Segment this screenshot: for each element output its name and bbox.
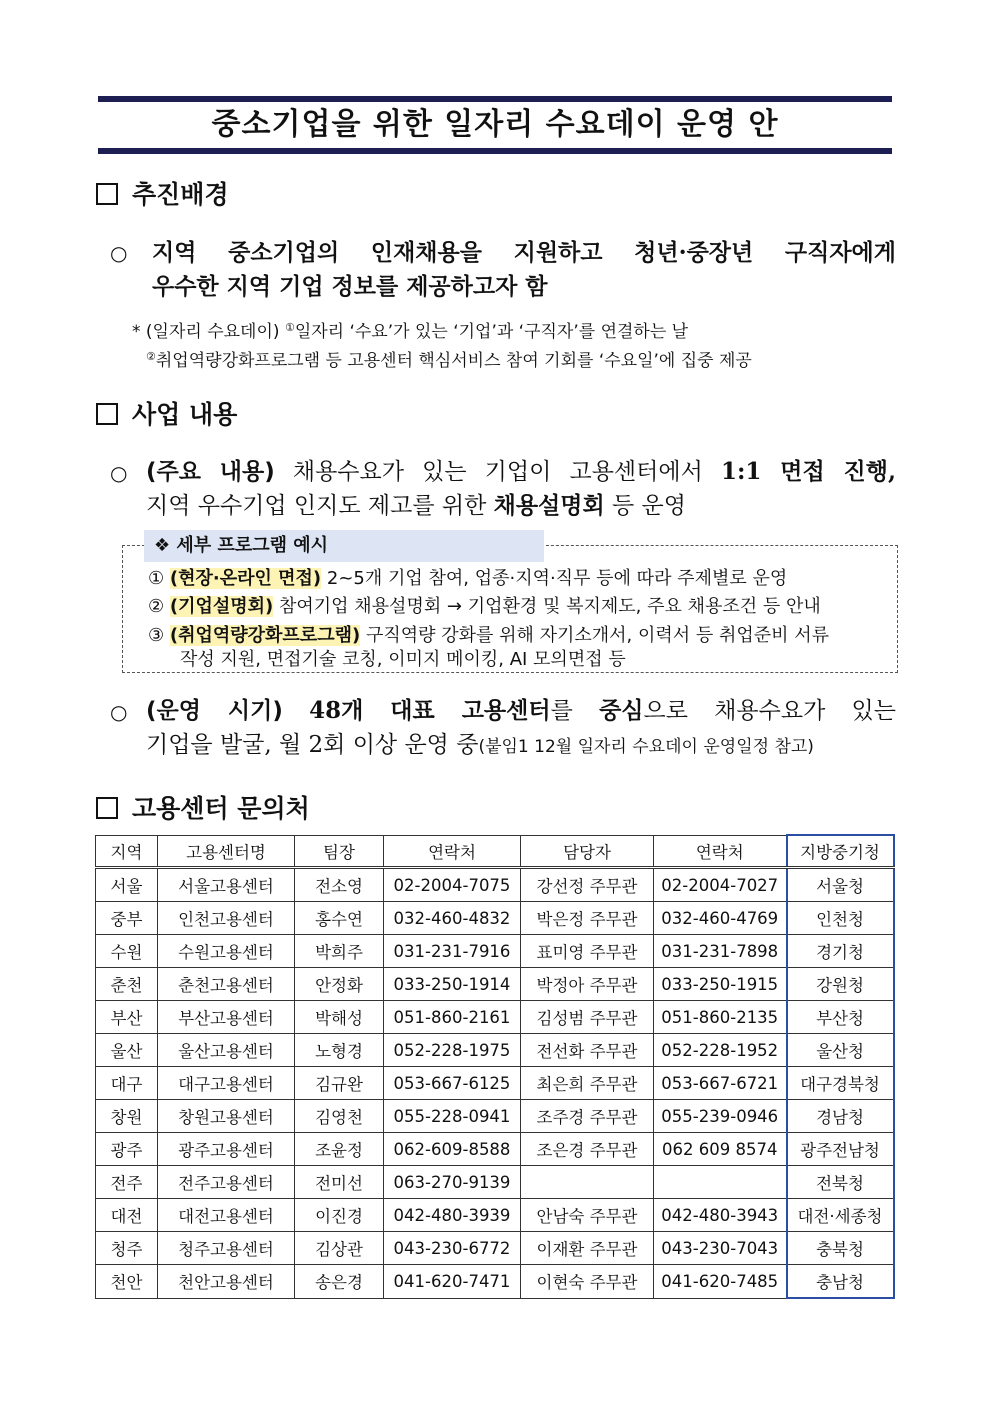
table-cell: 충남청 bbox=[787, 1265, 894, 1299]
table-row bbox=[96, 902, 894, 935]
table-row bbox=[96, 1166, 894, 1199]
title-bottom-rule bbox=[98, 148, 892, 154]
table-cell: 043-230-6772 bbox=[384, 1232, 521, 1265]
table-cell: 대전·세종청 bbox=[787, 1199, 894, 1232]
table-cell: 부산고용센터 bbox=[158, 1001, 295, 1034]
table-cell: 031-231-7898 bbox=[654, 935, 787, 968]
table-cell: 053-667-6125 bbox=[384, 1067, 521, 1100]
business-timing-paragraph bbox=[146, 694, 896, 764]
table-cell: 대구경북청 bbox=[787, 1067, 894, 1100]
table-cell: 강선정 주무관 bbox=[521, 868, 654, 902]
program-item-2 bbox=[148, 593, 821, 620]
main-label: (주요 내용) bbox=[146, 459, 275, 485]
program-num: ③ bbox=[148, 625, 165, 646]
table-cell: 서울 bbox=[96, 868, 158, 902]
table-cell: 안남숙 주무관 bbox=[521, 1199, 654, 1232]
section-heading-contacts: 고용센터 문의처 bbox=[96, 792, 310, 826]
table-row bbox=[96, 1265, 894, 1299]
table-cell: 인천청 bbox=[787, 902, 894, 935]
table-cell: 전미선 bbox=[295, 1166, 384, 1199]
table-cell: 광주고용센터 bbox=[158, 1133, 295, 1166]
table-cell bbox=[521, 1166, 654, 1199]
background-line-1: 지역 중소기업의 인재채용을 지원하고 청년·중장년 구직자에게 bbox=[152, 239, 896, 266]
checkbox-square-icon bbox=[96, 183, 118, 205]
table-cell: 052-228-1975 bbox=[384, 1034, 521, 1067]
table-row bbox=[96, 868, 894, 902]
table-cell: 033-250-1914 bbox=[384, 968, 521, 1001]
table-cell: 대구고용센터 bbox=[158, 1067, 295, 1100]
timing-line-1 bbox=[146, 694, 896, 728]
table-cell: 055-228-0941 bbox=[384, 1100, 521, 1133]
column-header: 담당자 bbox=[521, 835, 654, 868]
timing-bold2: 중심 bbox=[599, 697, 644, 724]
table-cell: 충북청 bbox=[787, 1232, 894, 1265]
table-cell: 02-2004-7027 bbox=[654, 868, 787, 902]
table-cell: 경기청 bbox=[787, 935, 894, 968]
timing-reference: (붙임1 12월 일자리 수요데이 운영일정 참고) bbox=[478, 737, 814, 757]
table-cell: 김성범 주무관 bbox=[521, 1001, 654, 1034]
table-cell: 055-239-0946 bbox=[654, 1100, 787, 1133]
program-label: (기업설명회) bbox=[169, 596, 274, 617]
checkbox-square-icon bbox=[96, 403, 118, 425]
table-cell: 박해성 bbox=[295, 1001, 384, 1034]
table-cell: 춘천고용센터 bbox=[158, 968, 295, 1001]
table-cell bbox=[654, 1166, 787, 1199]
background-note-2 bbox=[146, 343, 752, 375]
main-bold: 1:1 면접 진행, bbox=[720, 458, 896, 485]
table-cell: 홍수연 bbox=[295, 902, 384, 935]
table-cell: 표미영 주무관 bbox=[521, 935, 654, 968]
table-cell: 청주고용센터 bbox=[158, 1232, 295, 1265]
table-cell: 대전 bbox=[96, 1199, 158, 1232]
page-title: 중소기업을 위한 일자리 수요데이 운영 안 bbox=[211, 107, 779, 142]
table-cell: 광주전남청 bbox=[787, 1133, 894, 1166]
table-cell: 서울고용센터 bbox=[158, 868, 295, 902]
program-num: ① bbox=[148, 568, 165, 589]
program-text: 참여기업 채용설명회 → 기업환경 및 복지제도, 주요 채용조건 등 안내 bbox=[273, 596, 821, 617]
table-cell: 수원고용센터 bbox=[158, 935, 295, 968]
table-cell: 051-860-2161 bbox=[384, 1001, 521, 1034]
table-cell: 인천고용센터 bbox=[158, 902, 295, 935]
background-note-1 bbox=[132, 314, 688, 346]
timing-label: (운영 시기) bbox=[146, 698, 283, 724]
table-cell: 경남청 bbox=[787, 1100, 894, 1133]
table-cell: 대전고용센터 bbox=[158, 1199, 295, 1232]
table-cell: 조주경 주무관 bbox=[521, 1100, 654, 1133]
note-prefix: * (일자리 수요데이) bbox=[132, 322, 280, 342]
table-cell: 032-460-4769 bbox=[654, 902, 787, 935]
table-cell: 창원 bbox=[96, 1100, 158, 1133]
table-row bbox=[96, 1034, 894, 1067]
table-cell: 062 609 8574 bbox=[654, 1133, 787, 1166]
table-cell: 033-250-1915 bbox=[654, 968, 787, 1001]
table-cell: 052-228-1952 bbox=[654, 1034, 787, 1067]
program-text: 2~5개 기업 참여, 업종·지역·직무 등에 따라 주제별로 운영 bbox=[321, 568, 788, 589]
title-box bbox=[98, 96, 892, 152]
table-cell: 이진경 bbox=[295, 1199, 384, 1232]
business-main-line-2 bbox=[146, 489, 896, 523]
table-header-row bbox=[96, 835, 894, 868]
table-cell: 051-860-2135 bbox=[654, 1001, 787, 1034]
program-label: (취업역량강화프로그램) bbox=[169, 625, 361, 646]
table-cell: 노형경 bbox=[295, 1034, 384, 1067]
table-row bbox=[96, 1232, 894, 1265]
note-text-1: 일자리 ‘수요’가 있는 ‘기업’과 ‘구직자’를 연결하는 날 bbox=[294, 322, 689, 342]
table-cell: 043-230-7043 bbox=[654, 1232, 787, 1265]
table-cell: 천안 bbox=[96, 1265, 158, 1299]
table-cell: 창원고용센터 bbox=[158, 1100, 295, 1133]
table-cell: 박희주 bbox=[295, 935, 384, 968]
bullet-circle-icon: ○ bbox=[110, 700, 128, 724]
main-line2-bold: 채용설명회 bbox=[493, 492, 605, 519]
table-cell: 이현숙 주무관 bbox=[521, 1265, 654, 1299]
table-cell: 부산 bbox=[96, 1001, 158, 1034]
table-cell: 박정아 주무관 bbox=[521, 968, 654, 1001]
table-cell: 042-480-3943 bbox=[654, 1199, 787, 1232]
table-cell: 042-480-3939 bbox=[384, 1199, 521, 1232]
table-cell: 천안고용센터 bbox=[158, 1265, 295, 1299]
table-cell: 전소영 bbox=[295, 868, 384, 902]
table-row bbox=[96, 1100, 894, 1133]
table-cell: 춘천 bbox=[96, 968, 158, 1001]
table-cell: 053-667-6721 bbox=[654, 1067, 787, 1100]
table-cell: 광주 bbox=[96, 1133, 158, 1166]
table-row bbox=[96, 1199, 894, 1232]
table-cell: 부산청 bbox=[787, 1001, 894, 1034]
table-cell: 청주 bbox=[96, 1232, 158, 1265]
timing-mid: 를 bbox=[550, 698, 600, 724]
note-mark-2: ② bbox=[146, 350, 156, 363]
table-cell: 울산 bbox=[96, 1034, 158, 1067]
table-cell: 최은희 주무관 bbox=[521, 1067, 654, 1100]
table-cell: 041-620-7471 bbox=[384, 1265, 521, 1299]
table-cell: 이재환 주무관 bbox=[521, 1232, 654, 1265]
program-examples-title: ❖ 세부 프로그램 예시 bbox=[144, 530, 544, 562]
note-text-2: 취업역량강화프로그램 등 고용센터 핵심서비스 참여 기회를 ‘수요일’에 집중 제공 bbox=[155, 351, 752, 371]
note-mark-1: ① bbox=[284, 321, 295, 334]
bullet-circle-icon: ○ bbox=[110, 241, 128, 265]
table-cell: 031-231-7916 bbox=[384, 935, 521, 968]
program-text: 구직역량 강화를 위해 자기소개서, 이력서 등 취업준비 서류 bbox=[360, 625, 830, 646]
column-header: 연락처 bbox=[384, 835, 521, 868]
business-main-paragraph bbox=[146, 455, 896, 523]
background-paragraph bbox=[152, 236, 896, 304]
contacts-table bbox=[95, 834, 895, 1299]
table-cell: 전선화 주무관 bbox=[521, 1034, 654, 1067]
timing-bold: 48개 대표 고용센터 bbox=[309, 697, 551, 724]
program-item-3-continued: 작성 지원, 면접기술 코칭, 이미지 메이킹, AI 모의면접 등 bbox=[180, 649, 626, 670]
table-row bbox=[96, 968, 894, 1001]
table-cell: 울산청 bbox=[787, 1034, 894, 1067]
table-row bbox=[96, 1133, 894, 1166]
table-row bbox=[96, 1067, 894, 1100]
table-cell: 대구 bbox=[96, 1067, 158, 1100]
table-cell: 062-609-8588 bbox=[384, 1133, 521, 1166]
background-line-2: 우수한 지역 기업 정보를 제공하고자 함 bbox=[152, 273, 548, 300]
column-header: 팀장 bbox=[295, 835, 384, 868]
table-cell: 김영천 bbox=[295, 1100, 384, 1133]
main-text: 채용수요가 있는 기업이 고용센터에서 bbox=[274, 459, 721, 485]
column-header: 지방중기청 bbox=[787, 835, 894, 868]
table-row bbox=[96, 1001, 894, 1034]
table-cell: 02-2004-7075 bbox=[384, 868, 521, 902]
table-cell: 041-620-7485 bbox=[654, 1265, 787, 1299]
table-cell: 서울청 bbox=[787, 868, 894, 902]
table-cell: 전주 bbox=[96, 1166, 158, 1199]
business-main-line-1 bbox=[146, 455, 896, 489]
table-cell: 전북청 bbox=[787, 1166, 894, 1199]
section-heading-background: 추진배경 bbox=[96, 178, 229, 212]
table-row bbox=[96, 935, 894, 968]
program-label: (현장·온라인 면접) bbox=[169, 568, 322, 589]
timing-line-2 bbox=[146, 728, 896, 764]
table-cell: 032-460-4832 bbox=[384, 902, 521, 935]
timing-line2-text: 기업을 발굴, 월 2회 이상 운영 중 bbox=[146, 732, 479, 758]
table-cell: 063-270-9139 bbox=[384, 1166, 521, 1199]
section-heading-business: 사업 내용 bbox=[96, 398, 237, 432]
table-cell: 송은경 bbox=[295, 1265, 384, 1299]
table-cell: 중부 bbox=[96, 902, 158, 935]
bullet-circle-icon: ○ bbox=[110, 461, 128, 485]
table-cell: 김규완 bbox=[295, 1067, 384, 1100]
program-item-3 bbox=[148, 622, 829, 649]
column-header: 연락처 bbox=[654, 835, 787, 868]
table-cell: 박은정 주무관 bbox=[521, 902, 654, 935]
checkbox-square-icon bbox=[96, 797, 118, 819]
program-num: ② bbox=[148, 596, 165, 617]
table-cell: 강원청 bbox=[787, 968, 894, 1001]
column-header: 지역 bbox=[96, 835, 158, 868]
table-cell: 전주고용센터 bbox=[158, 1166, 295, 1199]
table-cell: 수원 bbox=[96, 935, 158, 968]
table-cell: 조은경 주무관 bbox=[521, 1133, 654, 1166]
timing-post: 으로 채용수요가 있는 bbox=[643, 698, 896, 724]
title-top-rule bbox=[98, 96, 892, 102]
table-cell: 김상관 bbox=[295, 1232, 384, 1265]
table-cell: 울산고용센터 bbox=[158, 1034, 295, 1067]
column-header: 고용센터명 bbox=[158, 835, 295, 868]
main-line2-text: 지역 우수기업 인지도 제고를 위한 bbox=[146, 493, 494, 519]
program-item-1 bbox=[148, 565, 787, 592]
main-line2-post: 등 운영 bbox=[604, 493, 686, 519]
table-cell: 조윤정 bbox=[295, 1133, 384, 1166]
table-cell: 안정화 bbox=[295, 968, 384, 1001]
